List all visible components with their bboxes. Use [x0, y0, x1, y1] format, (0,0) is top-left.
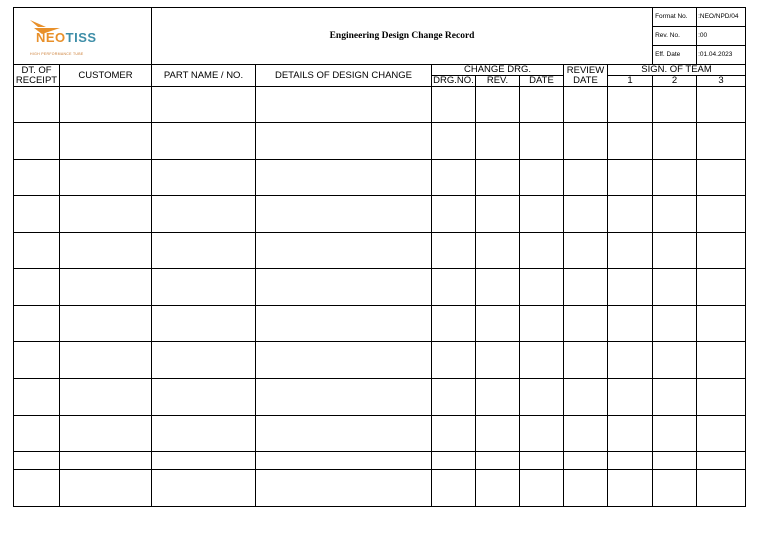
- cell-dt-receipt[interactable]: [14, 87, 60, 123]
- cell-review-date[interactable]: [564, 87, 608, 123]
- design-change-form: [13, 7, 746, 507]
- cell-drg-no[interactable]: [432, 269, 476, 306]
- rev-no-value: :00: [697, 27, 746, 46]
- cell-customer[interactable]: [60, 416, 152, 452]
- cell-sign-3[interactable]: [697, 160, 746, 196]
- cell-dt-receipt[interactable]: [14, 342, 60, 379]
- cell-sign-2[interactable]: [653, 269, 697, 306]
- col-header-review-date: REVIEW DATE: [564, 65, 608, 87]
- cell-part-name[interactable]: [152, 196, 256, 233]
- cell-sign-1[interactable]: [608, 379, 653, 416]
- cell-drg-no[interactable]: [432, 196, 476, 233]
- table-row: [14, 342, 746, 379]
- cell-sign-3[interactable]: [697, 416, 746, 452]
- table-row: [14, 87, 746, 123]
- col-header-rev: REV.: [476, 76, 520, 87]
- cell-sign-2[interactable]: [653, 306, 697, 342]
- cell-dt-receipt[interactable]: [14, 196, 60, 233]
- col-header-part-name: PART NAME / NO.: [152, 65, 256, 87]
- cell-date[interactable]: [520, 269, 564, 306]
- col-header-dt-receipt: DT. OF RECEIPT: [14, 65, 60, 87]
- cell-date[interactable]: [520, 306, 564, 342]
- company-logo: [14, 8, 151, 64]
- table-row: [14, 470, 746, 507]
- cell-dt-receipt[interactable]: [14, 306, 60, 342]
- cell-rev[interactable]: [476, 160, 520, 196]
- cell-sign-3[interactable]: [697, 123, 746, 160]
- cell-details[interactable]: [256, 342, 432, 379]
- cell-review-date[interactable]: [564, 123, 608, 160]
- cell-drg-no[interactable]: [432, 306, 476, 342]
- cell-details[interactable]: [256, 87, 432, 123]
- form-title: Engineering Design Change Record: [152, 8, 653, 65]
- cell-review-date[interactable]: [564, 233, 608, 269]
- cell-customer[interactable]: [60, 123, 152, 160]
- col-header-sign-3: 3: [697, 76, 746, 87]
- cell-details[interactable]: [256, 123, 432, 160]
- cell-sign-1[interactable]: [608, 342, 653, 379]
- cell-sign-3[interactable]: [697, 306, 746, 342]
- cell-drg-no[interactable]: [432, 87, 476, 123]
- cell-sign-2[interactable]: [653, 452, 697, 470]
- table-row: [14, 379, 746, 416]
- cell-sign-1[interactable]: [608, 160, 653, 196]
- cell-sign-3[interactable]: [697, 87, 746, 123]
- cell-review-date[interactable]: [564, 452, 608, 470]
- col-header-sign-team: SIGN. OF TEAM: [608, 65, 746, 76]
- cell-dt-receipt[interactable]: [14, 123, 60, 160]
- cell-details[interactable]: [256, 379, 432, 416]
- cell-dt-receipt[interactable]: [14, 416, 60, 452]
- cell-details[interactable]: [256, 269, 432, 306]
- cell-part-name[interactable]: [152, 470, 256, 507]
- cell-rev[interactable]: [476, 379, 520, 416]
- col-header-sign-2: 2: [653, 76, 697, 87]
- format-no-label: Format No.: [653, 8, 697, 27]
- cell-customer[interactable]: [60, 306, 152, 342]
- cell-sign-3[interactable]: [697, 196, 746, 233]
- cell-sign-1[interactable]: [608, 306, 653, 342]
- cell-part-name[interactable]: [152, 87, 256, 123]
- cell-sign-3[interactable]: [697, 342, 746, 379]
- cell-drg-no[interactable]: [432, 123, 476, 160]
- eff-date-label: Eff. Date: [653, 46, 697, 65]
- cell-sign-2[interactable]: [653, 233, 697, 269]
- cell-part-name[interactable]: [152, 342, 256, 379]
- cell-sign-2[interactable]: [653, 470, 697, 507]
- cell-date[interactable]: [520, 342, 564, 379]
- cell-review-date[interactable]: [564, 342, 608, 379]
- format-no-value: :NEO/NPD/04: [697, 8, 746, 27]
- col-header-details: DETAILS OF DESIGN CHANGE: [256, 65, 432, 87]
- cell-sign-2[interactable]: [653, 416, 697, 452]
- cell-sign-1[interactable]: [608, 416, 653, 452]
- col-header-customer: CUSTOMER: [60, 65, 152, 87]
- cell-details[interactable]: [256, 233, 432, 269]
- cell-customer[interactable]: [60, 452, 152, 470]
- cell-part-name[interactable]: [152, 452, 256, 470]
- col-header-date: DATE: [520, 76, 564, 87]
- cell-rev[interactable]: [476, 123, 520, 160]
- cell-sign-3[interactable]: [697, 269, 746, 306]
- col-header-drg-no: DRG.NO.: [433, 75, 474, 86]
- cell-customer[interactable]: [60, 470, 152, 507]
- col-header-change-drg: CHANGE DRG.: [432, 65, 564, 76]
- cell-drg-no[interactable]: [432, 470, 476, 507]
- cell-dt-receipt[interactable]: [14, 452, 60, 470]
- rev-no-label: Rev. No.: [653, 27, 697, 46]
- cell-review-date[interactable]: [564, 160, 608, 196]
- table-row: [14, 123, 746, 160]
- cell-sign-3[interactable]: [697, 233, 746, 269]
- cell-drg-no[interactable]: [432, 160, 476, 196]
- cell-date[interactable]: [520, 233, 564, 269]
- cell-drg-no[interactable]: [432, 416, 476, 452]
- cell-review-date[interactable]: [564, 269, 608, 306]
- cell-customer[interactable]: [60, 87, 152, 123]
- cell-dt-receipt[interactable]: [14, 160, 60, 196]
- cell-drg-no[interactable]: [432, 379, 476, 416]
- cell-sign-1[interactable]: [608, 87, 653, 123]
- cell-rev[interactable]: [476, 470, 520, 507]
- cell-rev[interactable]: [476, 87, 520, 123]
- cell-rev[interactable]: [476, 416, 520, 452]
- cell-drg-no[interactable]: [432, 452, 476, 470]
- cell-customer[interactable]: [60, 233, 152, 269]
- logo-name-part2: TISS: [65, 30, 97, 45]
- cell-part-name[interactable]: [152, 269, 256, 306]
- cell-date[interactable]: [520, 196, 564, 233]
- logo-name-part1: NEO: [36, 30, 66, 45]
- cell-date[interactable]: [520, 470, 564, 507]
- cell-sign-2[interactable]: [653, 123, 697, 160]
- cell-details[interactable]: [256, 196, 432, 233]
- cell-date[interactable]: [520, 123, 564, 160]
- cell-sign-1[interactable]: [608, 269, 653, 306]
- cell-part-name[interactable]: [152, 160, 256, 196]
- cell-date[interactable]: [520, 379, 564, 416]
- cell-dt-receipt[interactable]: [14, 269, 60, 306]
- cell-part-name[interactable]: [152, 123, 256, 160]
- cell-review-date[interactable]: [564, 306, 608, 342]
- cell-date[interactable]: [520, 160, 564, 196]
- table-row: [14, 416, 746, 452]
- table-row: [14, 269, 746, 306]
- table-row: [14, 160, 746, 196]
- cell-sign-1[interactable]: [608, 452, 653, 470]
- cell-drg-no[interactable]: [432, 342, 476, 379]
- cell-customer[interactable]: [60, 196, 152, 233]
- cell-part-name[interactable]: [152, 233, 256, 269]
- cell-sign-1[interactable]: [608, 233, 653, 269]
- logo-tagline: HIGH PERFORMANCE TUBE: [30, 52, 84, 56]
- cell-sign-2[interactable]: [653, 342, 697, 379]
- cell-customer[interactable]: [60, 160, 152, 196]
- cell-customer[interactable]: [60, 379, 152, 416]
- cell-dt-receipt[interactable]: [14, 379, 60, 416]
- cell-part-name[interactable]: [152, 379, 256, 416]
- cell-details[interactable]: [256, 452, 432, 470]
- eff-date-value: :01.04.2023: [697, 46, 746, 65]
- cell-customer[interactable]: [60, 342, 152, 379]
- col-header-sign-1: 1: [608, 76, 653, 87]
- cell-dt-receipt[interactable]: [14, 470, 60, 507]
- logo-cell: [14, 8, 152, 65]
- cell-dt-receipt[interactable]: [14, 233, 60, 269]
- cell-sign-3[interactable]: [697, 470, 746, 507]
- cell-sign-2[interactable]: [653, 160, 697, 196]
- cell-sign-1[interactable]: [608, 470, 653, 507]
- cell-date[interactable]: [520, 87, 564, 123]
- cell-rev[interactable]: [476, 342, 520, 379]
- cell-details[interactable]: [256, 306, 432, 342]
- cell-customer[interactable]: [60, 269, 152, 306]
- table-row: [14, 306, 746, 342]
- cell-sign-3[interactable]: [697, 379, 746, 416]
- cell-rev[interactable]: [476, 452, 520, 470]
- cell-review-date[interactable]: [564, 416, 608, 452]
- cell-rev[interactable]: [476, 269, 520, 306]
- cell-drg-no[interactable]: [432, 233, 476, 269]
- table-row: [14, 233, 746, 269]
- cell-rev[interactable]: [476, 306, 520, 342]
- cell-details[interactable]: [256, 470, 432, 507]
- cell-sign-2[interactable]: [653, 379, 697, 416]
- cell-details[interactable]: [256, 160, 432, 196]
- cell-review-date[interactable]: [564, 379, 608, 416]
- table-row: [14, 452, 746, 470]
- cell-sign-3[interactable]: [697, 452, 746, 470]
- cell-sign-1[interactable]: [608, 196, 653, 233]
- cell-part-name[interactable]: [152, 416, 256, 452]
- cell-sign-1[interactable]: [608, 123, 653, 160]
- cell-review-date[interactable]: [564, 196, 608, 233]
- table-row: [14, 196, 746, 233]
- cell-rev[interactable]: [476, 233, 520, 269]
- logo-wordmark: [36, 30, 97, 45]
- cell-part-name[interactable]: [152, 306, 256, 342]
- cell-review-date[interactable]: [564, 470, 608, 507]
- cell-sign-2[interactable]: [653, 196, 697, 233]
- cell-details[interactable]: [256, 416, 432, 452]
- cell-date[interactable]: [520, 452, 564, 470]
- cell-date[interactable]: [520, 416, 564, 452]
- cell-rev[interactable]: [476, 196, 520, 233]
- cell-sign-2[interactable]: [653, 87, 697, 123]
